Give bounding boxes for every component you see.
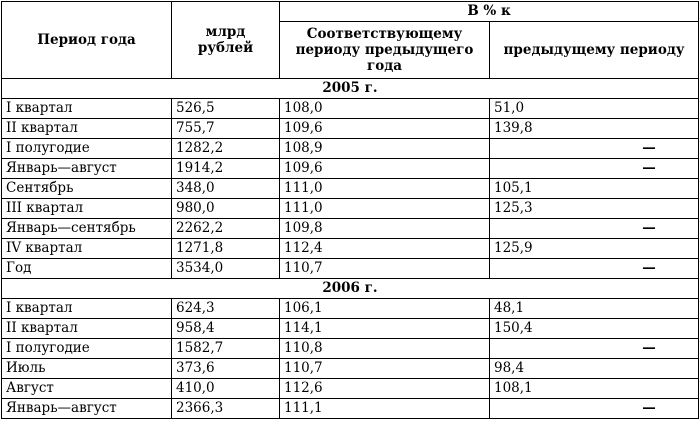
header-prev-year: Соответствующему периоду предыдущего года bbox=[280, 22, 490, 79]
cell-prev-year: 114,1 bbox=[280, 319, 490, 339]
table-row bbox=[2, 299, 699, 319]
table-row bbox=[2, 219, 699, 239]
table-row bbox=[2, 399, 699, 419]
cell-prev-year: 109,8 bbox=[280, 219, 490, 239]
cell-amount: 348,0 bbox=[172, 179, 280, 199]
cell-amount: 980,0 bbox=[172, 199, 280, 219]
cell-prev-year: 110,8 bbox=[280, 339, 490, 359]
table-row bbox=[2, 239, 699, 259]
cell-amount: 373,6 bbox=[172, 359, 280, 379]
cell-prev-period: 48,1 bbox=[490, 299, 699, 319]
dash-mark: — bbox=[642, 260, 656, 276]
cell-amount: 2366,3 bbox=[172, 399, 280, 419]
cell-prev-period: 51,0 bbox=[490, 99, 699, 119]
cell-period: III квартал bbox=[2, 199, 172, 219]
cell-amount: 1914,2 bbox=[172, 159, 280, 179]
table-row bbox=[2, 119, 699, 139]
cell-prev-year: 111,0 bbox=[280, 199, 490, 219]
cell-amount: 1271,8 bbox=[172, 239, 280, 259]
cell-prev-period: 105,1 bbox=[490, 179, 699, 199]
table-row bbox=[2, 99, 699, 119]
year-label: 2006 г. bbox=[2, 279, 699, 299]
cell-prev-period: 98,4 bbox=[490, 359, 699, 379]
dash-mark: — bbox=[642, 340, 656, 356]
cell-period: Январь—август bbox=[2, 399, 172, 419]
cell-prev-year: 111,1 bbox=[280, 399, 490, 419]
header-percent-group: В % к bbox=[280, 2, 699, 22]
cell-prev-period bbox=[490, 219, 699, 239]
cell-prev-year: 109,6 bbox=[280, 119, 490, 139]
cell-prev-year: 106,1 bbox=[280, 299, 490, 319]
cell-prev-period: 150,4 bbox=[490, 319, 699, 339]
cell-amount: 2262,2 bbox=[172, 219, 280, 239]
cell-amount: 3534,0 bbox=[172, 259, 280, 279]
table-row bbox=[2, 259, 699, 279]
cell-period: I полугодие bbox=[2, 139, 172, 159]
header-prev-period: предыдущему периоду bbox=[490, 22, 699, 79]
dash-mark: — bbox=[642, 220, 656, 236]
table-body bbox=[2, 79, 699, 419]
cell-prev-period bbox=[490, 339, 699, 359]
year-row bbox=[2, 279, 699, 299]
table-row bbox=[2, 199, 699, 219]
cell-prev-year: 108,0 bbox=[280, 99, 490, 119]
cell-prev-period bbox=[490, 139, 699, 159]
cell-amount: 410,0 bbox=[172, 379, 280, 399]
table-row bbox=[2, 159, 699, 179]
table-row bbox=[2, 139, 699, 159]
cell-period: Год bbox=[2, 259, 172, 279]
cell-period: Январь—август bbox=[2, 159, 172, 179]
cell-period: I квартал bbox=[2, 99, 172, 119]
header-amount: млрд рублей bbox=[172, 2, 280, 79]
cell-prev-year: 110,7 bbox=[280, 359, 490, 379]
table-row bbox=[2, 379, 699, 399]
cell-amount: 755,7 bbox=[172, 119, 280, 139]
cell-prev-period: 139,8 bbox=[490, 119, 699, 139]
table-row bbox=[2, 339, 699, 359]
cell-prev-period bbox=[490, 259, 699, 279]
cell-period: II квартал bbox=[2, 119, 172, 139]
cell-period: Июль bbox=[2, 359, 172, 379]
cell-period: Сентябрь bbox=[2, 179, 172, 199]
cell-amount: 958,4 bbox=[172, 319, 280, 339]
cell-prev-year: 108,9 bbox=[280, 139, 490, 159]
cell-prev-year: 109,6 bbox=[280, 159, 490, 179]
cell-period: IV квартал bbox=[2, 239, 172, 259]
header-period: Период года bbox=[2, 2, 172, 79]
cell-amount: 1582,7 bbox=[172, 339, 280, 359]
cell-prev-year: 112,4 bbox=[280, 239, 490, 259]
year-row bbox=[2, 79, 699, 99]
cell-period: II квартал bbox=[2, 319, 172, 339]
cell-prev-period bbox=[490, 159, 699, 179]
cell-period: Август bbox=[2, 379, 172, 399]
cell-amount: 624,3 bbox=[172, 299, 280, 319]
table-header bbox=[2, 2, 699, 79]
dash-mark: — bbox=[642, 160, 656, 176]
cell-prev-period: 125,3 bbox=[490, 199, 699, 219]
year-label: 2005 г. bbox=[2, 79, 699, 99]
statistics-table bbox=[1, 1, 699, 419]
cell-prev-period: 125,9 bbox=[490, 239, 699, 259]
dash-mark: — bbox=[642, 400, 656, 416]
cell-amount: 526,5 bbox=[172, 99, 280, 119]
cell-period: I полугодие bbox=[2, 339, 172, 359]
cell-prev-period bbox=[490, 399, 699, 419]
table-row bbox=[2, 359, 699, 379]
cell-period: I квартал bbox=[2, 299, 172, 319]
cell-amount: 1282,2 bbox=[172, 139, 280, 159]
cell-prev-year: 110,7 bbox=[280, 259, 490, 279]
cell-period: Январь—сентябрь bbox=[2, 219, 172, 239]
cell-prev-year: 111,0 bbox=[280, 179, 490, 199]
cell-prev-year: 112,6 bbox=[280, 379, 490, 399]
cell-prev-period: 108,1 bbox=[490, 379, 699, 399]
table-row bbox=[2, 319, 699, 339]
dash-mark: — bbox=[642, 140, 656, 156]
table-row bbox=[2, 179, 699, 199]
